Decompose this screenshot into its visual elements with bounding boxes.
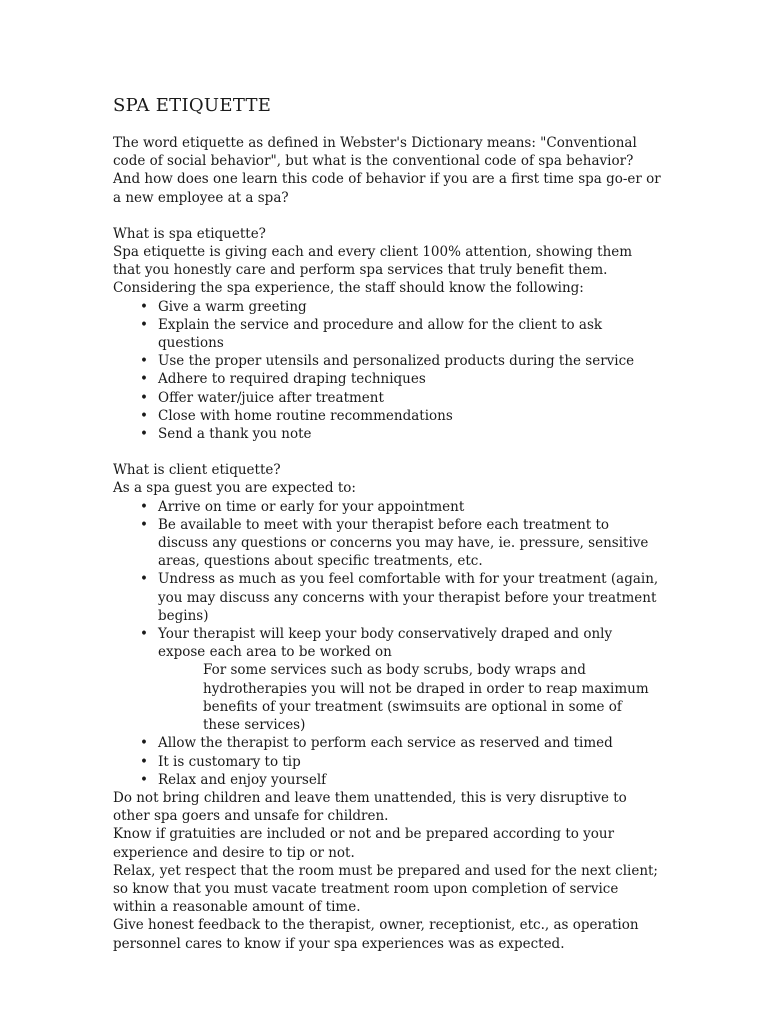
- section1-heading: What is spa etiquette?: [113, 225, 266, 242]
- list-item: • Be available to meet with your therapist before each treatment to discuss any questions or concerns you may have, ie. pressure, sensitive areas, questions about specific treatments, etc.: [140, 516, 649, 570]
- bullet-icon: •: [140, 498, 148, 515]
- list-item: • Undress as much as you feel comfortable with for your treatment (again, you may discuss any concerns with your therapist before your treatment begins): [140, 571, 659, 624]
- bullet-icon: •: [140, 735, 148, 752]
- list-item: • Allow the therapist to perform each service as reserved and timed: [140, 735, 613, 752]
- bullet-icon: •: [140, 426, 148, 443]
- bullet-icon: •: [140, 516, 148, 533]
- section2-heading: What is client etiquette?: [113, 462, 281, 479]
- list-item: • Send a thank you note: [140, 426, 312, 443]
- bullet-icon: •: [140, 753, 148, 770]
- bullet-icon: •: [140, 298, 148, 315]
- document-page: [113, 94, 663, 953]
- list-item: • Explain the service and procedure and allow for the client to ask questions: [140, 316, 603, 352]
- spacer: [113, 207, 663, 225]
- bullet-icon: •: [140, 771, 148, 788]
- client-list: [113, 498, 663, 662]
- bullet-icon: •: [140, 407, 148, 424]
- bullet-icon: •: [140, 571, 148, 588]
- bullet-icon: •: [140, 389, 148, 406]
- paragraph-feedback: Give honest feedback to the therapist, owner, receptionist, etc., as operation personnel cares to know if your spa experiences was as expected.: [113, 917, 639, 952]
- draping-subnote: For some services such as body scrubs, body wraps and hydrotherapies you will not be draped in order to reap maximum benefits of your treatment (swimsuits are optional in some of these services): [203, 662, 649, 734]
- list-item: • Give a warm greeting: [140, 298, 307, 315]
- list-item: • Close with home routine recommendations: [140, 407, 453, 424]
- list-item: • Offer water/juice after treatment: [140, 389, 384, 406]
- bullet-icon: •: [140, 353, 148, 370]
- list-item: • Adhere to required draping techniques: [140, 371, 426, 388]
- bullet-icon: •: [140, 316, 148, 333]
- list-item: • Use the proper utensils and personalized products during the service: [140, 353, 635, 370]
- paragraph-gratuities: Know if gratuities are included or not and be prepared according to your experience and desire to tip or not.: [113, 826, 615, 861]
- section2-text: As a spa guest you are expected to:: [113, 480, 356, 497]
- bullet-icon: •: [140, 371, 148, 388]
- list-item: • Relax and enjoy yourself: [140, 771, 327, 788]
- bullet-icon: •: [140, 626, 148, 643]
- list-item: • Arrive on time or early for your appointment: [140, 498, 465, 515]
- spacer: [113, 443, 663, 461]
- paragraph-room: Relax, yet respect that the room must be prepared and used for the next client; so know that you must vacate treatment room upon completion of service within a reasonable amount of time.: [113, 862, 658, 916]
- list-item: • Your therapist will keep your body conservatively draped and only expose each area to be worked on: [140, 626, 613, 661]
- client-list-continued: [113, 734, 663, 789]
- section1-text: Spa etiquette is giving each and every client 100% attention, showing them that you honestly care and perform spa services that truly benefit them. Considering the spa experience, the staff should know the following:: [113, 244, 633, 297]
- paragraph-children: Do not bring children and leave them unattended, this is very disruptive to other spa goers and unsafe for children.: [113, 789, 627, 825]
- staff-list: [113, 298, 663, 444]
- document-title: SPA ETIQUETTE: [113, 95, 272, 116]
- list-item: • It is customary to tip: [140, 753, 301, 770]
- intro-paragraph: The word etiquette as defined in Webster's Dictionary means: "Conventional code of social behavior", but what is the conventional code of spa behavior? And how does one learn this code of behavior if you are a first time spa go-er or a new employee at a spa?: [113, 135, 661, 206]
